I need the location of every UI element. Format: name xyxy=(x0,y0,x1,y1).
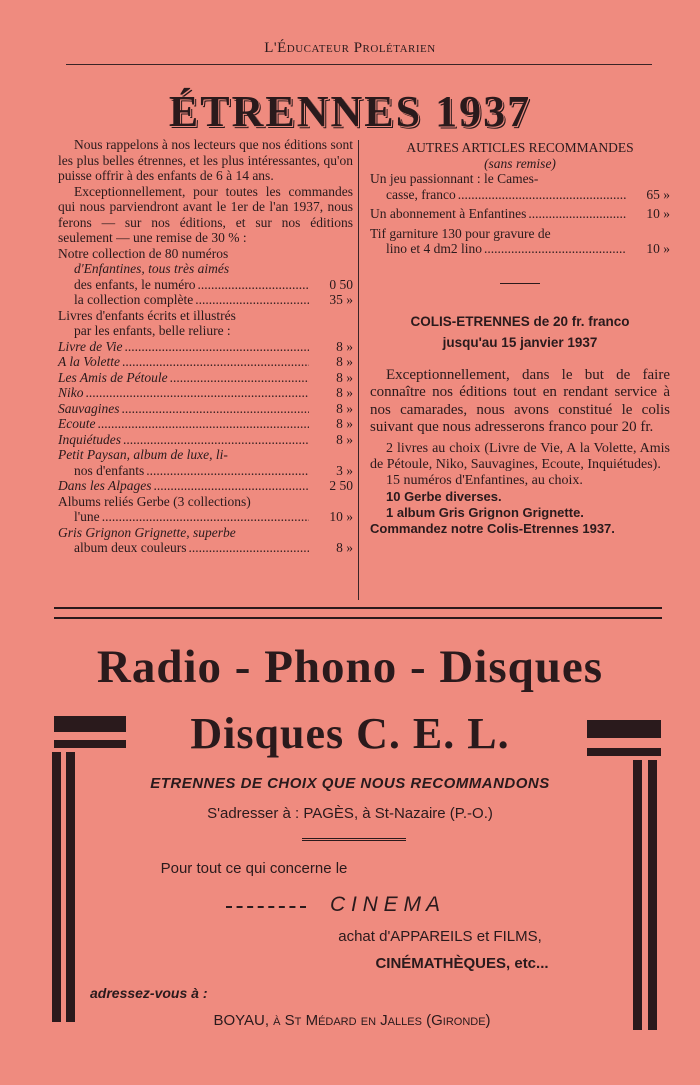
item-name: casse, franco xyxy=(386,186,456,202)
short-divider xyxy=(500,283,540,284)
ad-tagline: ETRENNES DE CHOIX QUE NOUS RECOMMANDONS xyxy=(150,775,550,792)
item-price: 10 » xyxy=(646,206,670,221)
price-row xyxy=(58,277,353,293)
decorative-bar xyxy=(66,752,75,1022)
colis-title: COLIS-ETRENNES de 20 fr. franco xyxy=(410,313,630,329)
livres-line: Livres d'enfants écrits et illustrés xyxy=(58,307,236,323)
adressez-line: adressez-vous à : xyxy=(90,985,208,1001)
colis-list-item: 1 album Gris Grignon Grignette. xyxy=(386,504,584,520)
decorative-bar xyxy=(52,752,61,1022)
collection-line: d'Enfantines, tous très aimés xyxy=(74,261,230,276)
item-price: 0 50 xyxy=(329,276,353,292)
item-price: 35 » xyxy=(329,292,353,307)
price-row xyxy=(370,206,670,222)
book-row xyxy=(58,401,353,417)
item-price: 65 » xyxy=(646,186,670,202)
price-row xyxy=(58,463,353,479)
section-heading: AUTRES ARTICLES RECOMMANDES xyxy=(406,140,634,155)
item-name: Un abonnement à Enfantines xyxy=(370,206,527,221)
book-price: 8 » xyxy=(336,400,353,416)
book-price: 8 » xyxy=(336,354,353,369)
ad-address: S'adresser à : PAGÈS, à St-Nazaire (P.-O.) xyxy=(207,805,493,822)
section-rule xyxy=(54,617,662,619)
ad-contact: BOYAU, à St Médard en Jalles (Gironde) xyxy=(213,1012,491,1029)
book-price: 8 » xyxy=(336,369,353,385)
cinema-intro: Pour tout ce qui concerne le xyxy=(160,860,348,877)
short-divider xyxy=(302,838,406,841)
decorative-bar xyxy=(54,716,126,732)
book-row xyxy=(58,416,353,432)
book-title: Sauvagines xyxy=(58,400,120,416)
ad-headline: Radio - Phono - Disques xyxy=(96,641,604,693)
colis-list-item: 10 Gerbe diverses. xyxy=(386,488,502,504)
cinema-title: C I N E M A xyxy=(329,893,441,916)
book-title: A la Volette xyxy=(58,354,120,369)
intro-paragraph: Nous rappelons à nos lecteurs que nos éditions sont les plus belles étrennes, et les plus intéressantes, qu'on puisse offrir à des enfants de 6 à 14 ans. xyxy=(58,137,353,183)
price-row xyxy=(58,509,353,525)
page-title: ÉTRENNES 1937 xyxy=(168,87,532,136)
colis-list-item: 2 livres au choix (Livre de Vie, A la Volette, Amis de Pétoule, Niko, Sauvagines, Ecoute, Inquiétudes). xyxy=(370,440,670,472)
price-row xyxy=(58,478,353,494)
book-title: Niko xyxy=(58,385,84,400)
running-header: L'Éducateur Prolétarien xyxy=(264,40,436,56)
book-row xyxy=(58,432,353,448)
colis-list-item: 15 numéros d'Enfantines, au choix. xyxy=(386,472,583,488)
item-name: la collection complète xyxy=(74,292,194,307)
decorative-bar xyxy=(587,748,661,756)
item-name: lino et 4 dm2 lino xyxy=(386,241,482,256)
colis-title: jusqu'au 15 janvier 1937 xyxy=(442,335,598,350)
column-divider xyxy=(358,140,359,600)
book-price: 8 » xyxy=(336,385,353,400)
livres-line: par les enfants, belle reliure : xyxy=(74,323,231,338)
collection-line: Notre collection de 80 numéros xyxy=(58,245,229,261)
remise-paragraph: Exceptionnellement, pour toutes les commandes qui nous parviendront avant le 1er de l'an 1937, nous ferons — sur nos éditions, et sur nos éditions seulement — une remise de 30 % : xyxy=(58,183,353,245)
price-row xyxy=(370,241,670,257)
ad-subheadline: Disques C. E. L. xyxy=(190,709,510,758)
price-row xyxy=(370,187,670,203)
section-rule xyxy=(54,607,662,609)
left-column xyxy=(58,137,353,556)
book-row xyxy=(58,370,353,386)
item-name: Dans les Alpages xyxy=(58,478,152,493)
book-row xyxy=(58,339,353,355)
petit-paysan-line: Petit Paysan, album de luxe, li- xyxy=(58,447,228,462)
decorative-bar xyxy=(587,720,661,738)
book-row xyxy=(58,385,353,401)
book-row xyxy=(58,354,353,370)
tif-line: Tif garniture 130 pour gravure de xyxy=(370,225,551,241)
header-rule xyxy=(66,64,652,65)
item-name: album deux couleurs xyxy=(74,540,187,555)
cinema-line: CINÉMATHÈQUES, etc... xyxy=(375,955,549,972)
colis-list-item: Commandez notre Colis-Etrennes 1937. xyxy=(370,520,615,536)
section-subheading: (sans remise) xyxy=(484,155,556,171)
decorative-bar xyxy=(54,740,126,748)
colis-paragraph: Exceptionnellement, dans le but de faire connaître nos éditions tout en rendant service à nos camarades, nous avons constitué le colis suivant que nous adresserons franco pour 20 fr. xyxy=(370,366,670,435)
cinema-line: achat d'APPAREILS et FILMS, xyxy=(338,928,542,945)
item-name: l'une xyxy=(74,509,100,524)
gris-line: Gris Grignon Grignette, superbe xyxy=(58,524,236,540)
book-title: Les Amis de Pétoule xyxy=(58,369,168,385)
item-price: 10 » xyxy=(329,509,353,524)
price-row xyxy=(58,292,353,308)
item-name: des enfants, le numéro xyxy=(74,276,196,292)
book-title: Livre de Vie xyxy=(58,338,123,354)
book-title: Inquiétudes xyxy=(58,431,121,447)
item-price: 3 » xyxy=(336,462,353,478)
jeu-line: Un jeu passionnant : le Cames- xyxy=(370,171,539,186)
book-price: 8 » xyxy=(336,338,353,354)
book-price: 8 » xyxy=(336,416,353,431)
price-row xyxy=(58,540,353,556)
item-price: 8 » xyxy=(336,540,353,555)
item-name: nos d'enfants xyxy=(74,462,145,478)
book-title: Ecoute xyxy=(58,416,96,431)
book-list xyxy=(58,339,353,448)
item-price: 10 » xyxy=(646,241,670,256)
albums-line: Albums reliés Gerbe (3 collections) xyxy=(58,493,251,509)
item-price: 2 50 xyxy=(329,478,353,493)
right-column xyxy=(370,140,670,537)
book-price: 8 » xyxy=(336,431,353,447)
